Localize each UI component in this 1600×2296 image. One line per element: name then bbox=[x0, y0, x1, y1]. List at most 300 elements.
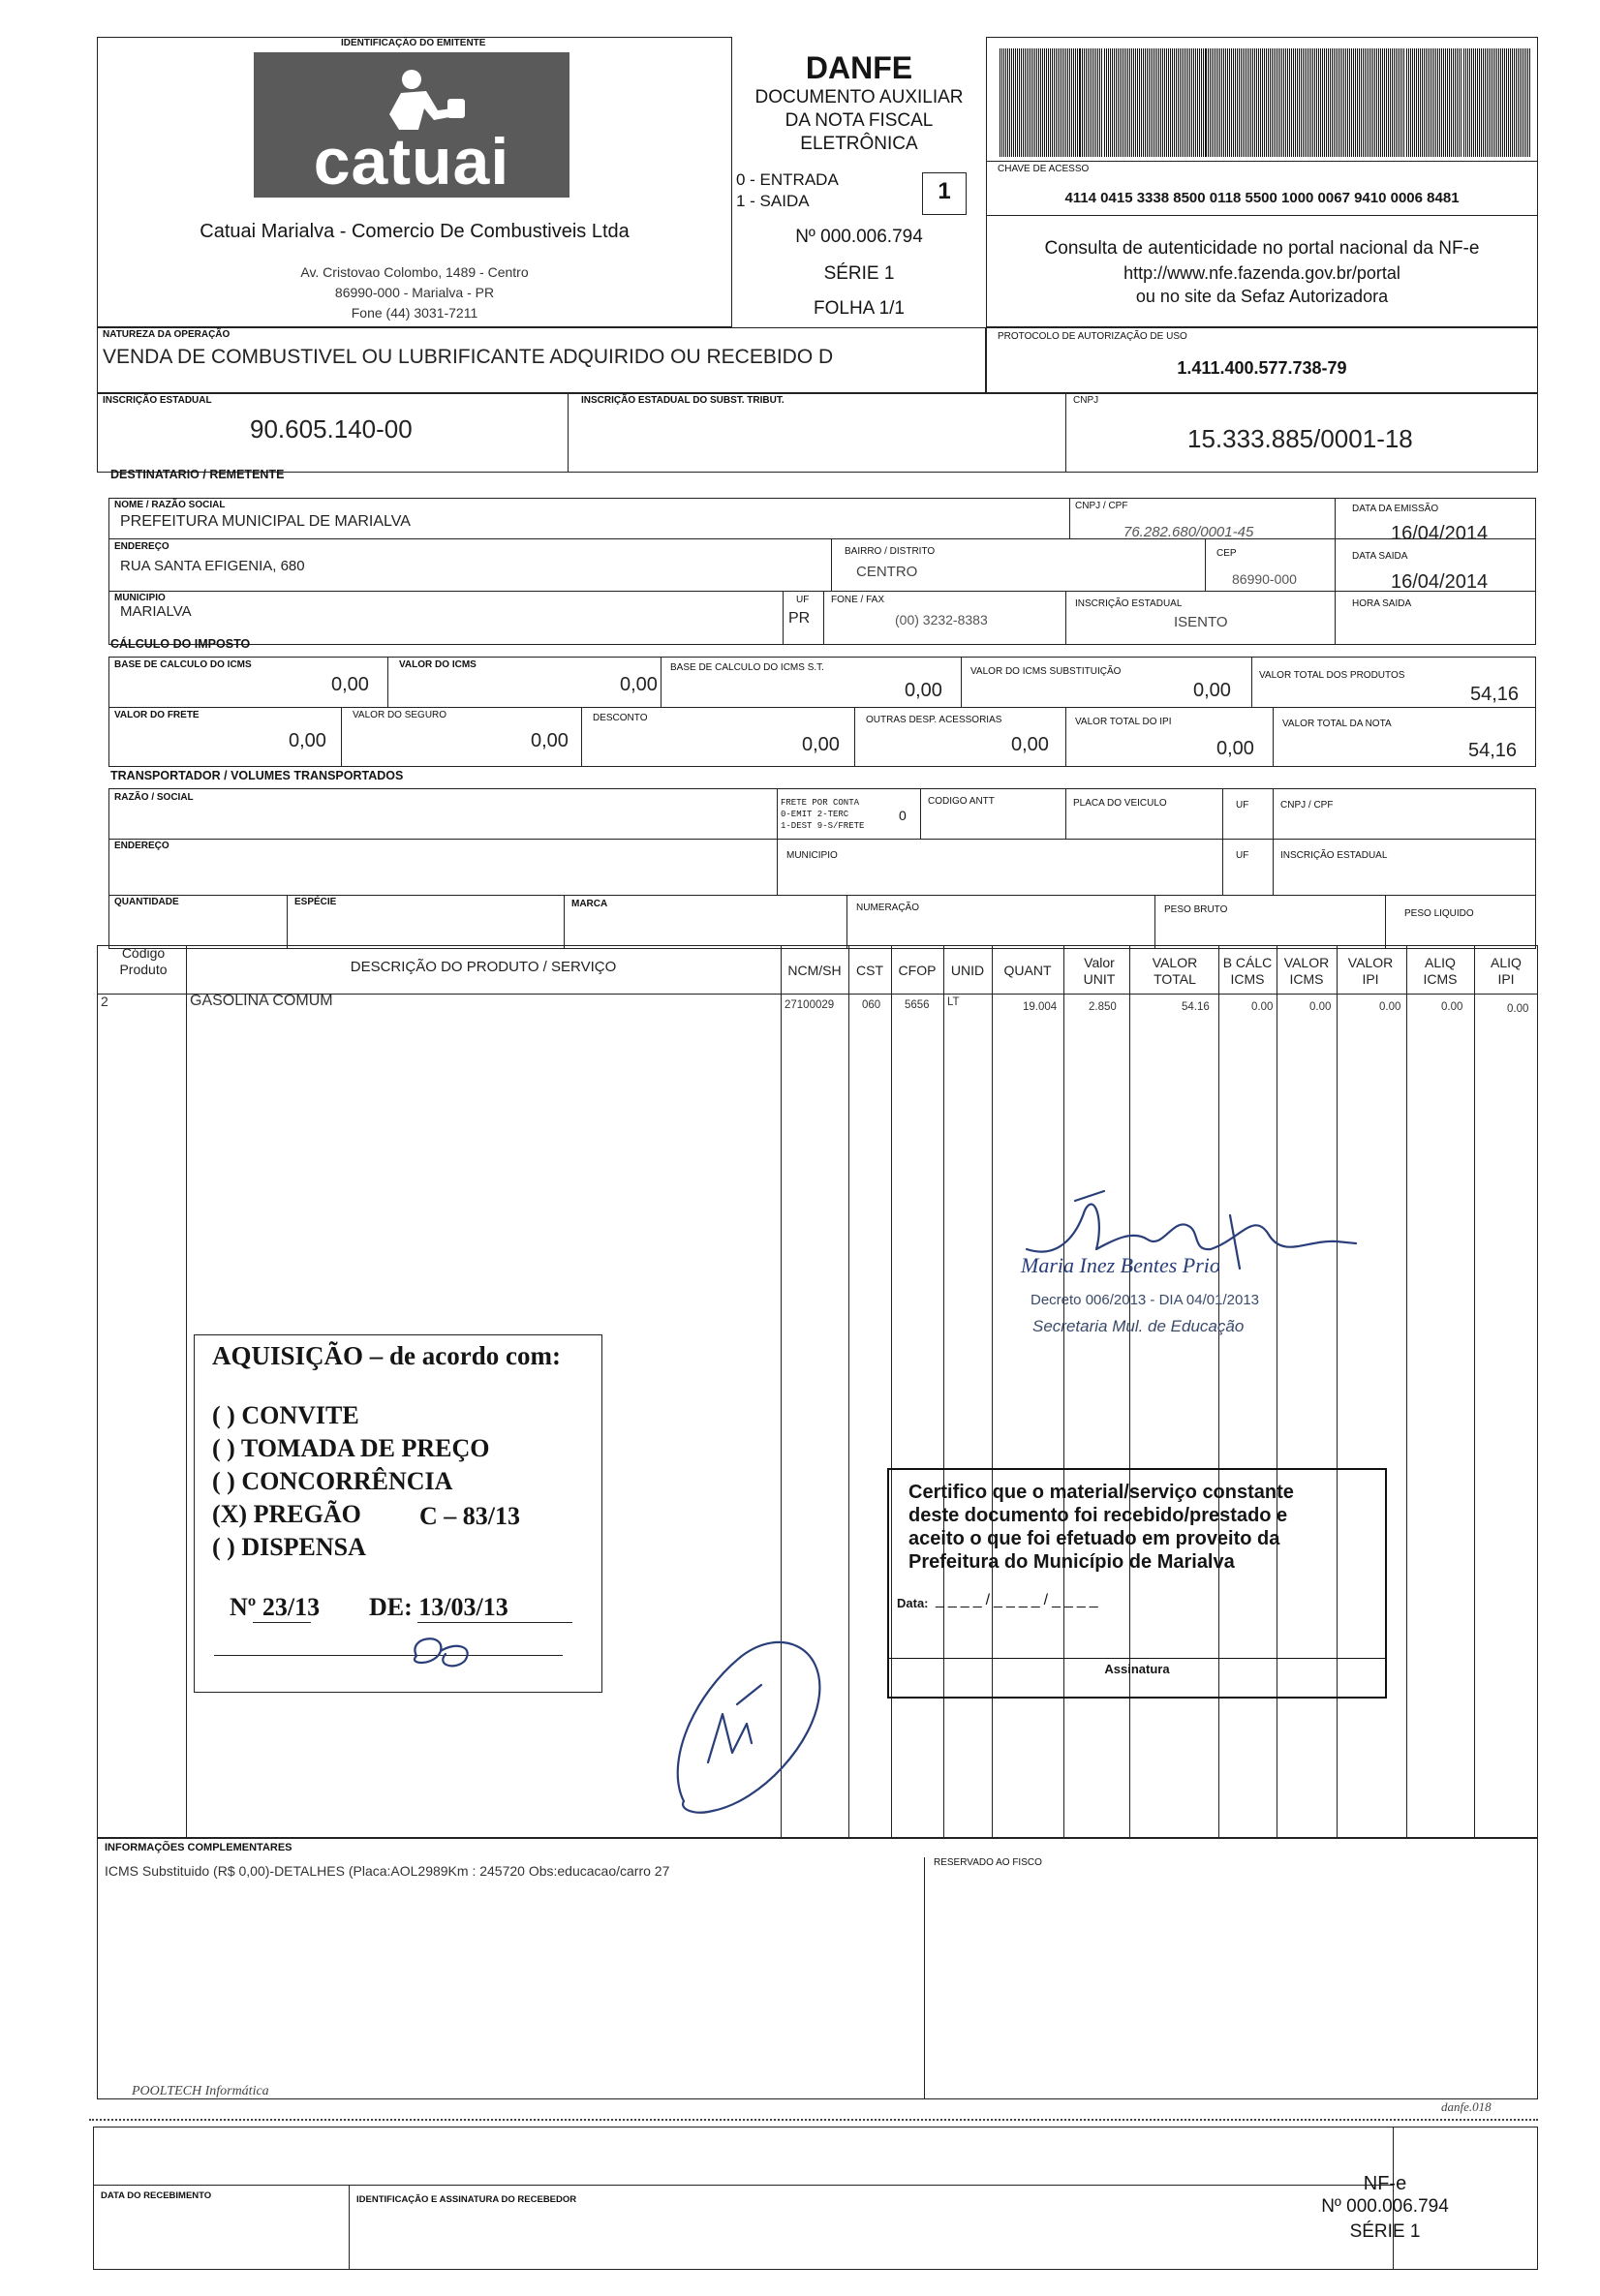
transp-cnpj-label: CNPJ / CPF bbox=[1280, 800, 1334, 811]
danfe-subtitle-3: ELETRÔNICA bbox=[800, 134, 918, 154]
barcode-bar bbox=[1305, 48, 1306, 157]
dest-hora-saida-label: HORA SAIDA bbox=[1352, 598, 1412, 609]
barcode-bar bbox=[1324, 48, 1325, 157]
col-header-cfop: CFOP bbox=[898, 963, 937, 978]
barcode-bar bbox=[1069, 48, 1070, 157]
barcode-bar bbox=[1189, 48, 1190, 157]
barcode-bar bbox=[1287, 48, 1288, 157]
barcode-bar bbox=[1042, 48, 1043, 157]
barcode-bar bbox=[1274, 48, 1275, 157]
barcode-bar bbox=[1312, 48, 1313, 157]
transp-endereco-label: ENDEREÇO bbox=[114, 841, 169, 851]
barcode-bar bbox=[1268, 48, 1269, 157]
barcode-bar bbox=[1258, 48, 1259, 157]
dest-endereco: RUA SANTA EFIGENIA, 680 bbox=[120, 558, 305, 574]
barcode-bar bbox=[1426, 48, 1427, 157]
barcode-bar bbox=[1291, 48, 1292, 157]
total-produtos-label: VALOR TOTAL DOS PRODUTOS bbox=[1259, 670, 1405, 681]
barcode-bar bbox=[1170, 48, 1171, 157]
barcode-bar bbox=[1469, 48, 1470, 157]
barcode-bar bbox=[1088, 48, 1089, 157]
barcode-bar bbox=[1060, 48, 1061, 157]
barcode-bar bbox=[1221, 48, 1222, 157]
barcode-bar bbox=[1347, 48, 1348, 157]
transp-municipio-label: MUNICIPIO bbox=[786, 850, 838, 861]
emitente-cnpj-label: CNPJ bbox=[1073, 395, 1099, 406]
barcode-bar bbox=[1021, 48, 1022, 157]
barcode-bar bbox=[1520, 48, 1521, 157]
barcode-bar bbox=[1435, 48, 1436, 157]
barcode-bar bbox=[1176, 48, 1177, 157]
dest-cnpj-label: CNPJ / CPF bbox=[1075, 501, 1128, 511]
barcode-bar bbox=[1349, 48, 1350, 157]
barcode-bar bbox=[1050, 48, 1051, 157]
row-valor-total: 54.16 bbox=[1182, 1001, 1210, 1013]
company-logo bbox=[254, 52, 569, 198]
transp-frete-line-2: 0-EMIT 2-TERC bbox=[781, 810, 849, 819]
danfe-tipo: 1 bbox=[938, 178, 951, 204]
protocolo-value: 1.411.400.577.738-79 bbox=[1177, 358, 1347, 378]
barcode-bar bbox=[1029, 48, 1030, 157]
barcode-bar bbox=[1380, 48, 1381, 157]
dest-data-emissao-label: DATA DA EMISSÃO bbox=[1352, 504, 1439, 514]
barcode-bar bbox=[1471, 48, 1472, 157]
barcode-bar bbox=[1465, 48, 1466, 157]
fisco-label: RESERVADO AO FISCO bbox=[934, 1857, 1042, 1868]
barcode-bar bbox=[1372, 48, 1373, 157]
chave-value: 4114 0415 3338 8500 0118 5500 1000 0067 9410 0006 8481 bbox=[1064, 190, 1460, 206]
dest-uf-label: UF bbox=[796, 595, 810, 605]
transp-antt-label: CODIGO ANTT bbox=[928, 796, 995, 807]
barcode-bar bbox=[1162, 48, 1163, 157]
barcode-bar bbox=[1357, 48, 1358, 157]
barcode-bar bbox=[1374, 48, 1375, 157]
barcode-bar bbox=[1392, 48, 1393, 157]
barcode-bar bbox=[1019, 48, 1020, 157]
barcode-bar bbox=[1314, 48, 1315, 157]
initials-signature bbox=[387, 1627, 504, 1675]
barcode-bar bbox=[1492, 48, 1493, 157]
barcode-bar bbox=[1332, 48, 1333, 157]
barcode-bar bbox=[1108, 48, 1109, 157]
barcode-bar bbox=[1166, 48, 1167, 157]
row-valor-ipi: 0.00 bbox=[1379, 1001, 1401, 1013]
barcode-bar bbox=[1147, 48, 1148, 157]
barcode-bar bbox=[1131, 48, 1132, 157]
dest-municipio: MARIALVA bbox=[120, 603, 192, 620]
barcode-bar bbox=[1017, 48, 1018, 157]
barcode-bar bbox=[1125, 48, 1126, 157]
certifico-line-2: deste documento foi recebido/prestado e bbox=[908, 1505, 1288, 1526]
barcode-bar bbox=[1473, 48, 1474, 157]
barcode-bar bbox=[1390, 48, 1391, 157]
barcode-bar bbox=[1467, 48, 1468, 157]
barcode-bar bbox=[1248, 48, 1249, 157]
emitente-cnpj-value: 15.333.885/0001-18 bbox=[1187, 424, 1413, 453]
barcode-bar bbox=[1457, 48, 1458, 157]
emitente-city: 86990-000 - Marialva - PR bbox=[334, 285, 495, 300]
barcode-bar bbox=[1027, 48, 1028, 157]
transp-quantidade-label: QUANTIDADE bbox=[114, 897, 179, 907]
natureza-label: NATUREZA DA OPERAÇÃO bbox=[103, 329, 231, 340]
barcode-bar bbox=[1283, 48, 1284, 157]
barcode-bar bbox=[1410, 48, 1411, 157]
barcode-bar bbox=[1153, 48, 1154, 157]
dest-cep: 86990-000 bbox=[1232, 571, 1297, 587]
row-quant: 19.004 bbox=[1023, 1001, 1058, 1013]
barcode-bar bbox=[1422, 48, 1423, 157]
barcode-bar bbox=[1449, 48, 1450, 157]
barcode-bar bbox=[1414, 48, 1415, 157]
transp-peso-liquido-label: PESO LIQUIDO bbox=[1404, 908, 1474, 919]
barcode-bar bbox=[1506, 48, 1507, 157]
col-header-unid: UNID bbox=[950, 963, 985, 978]
barcode-bar bbox=[1481, 48, 1482, 157]
barcode-bar bbox=[1445, 48, 1446, 157]
ipi: 0,00 bbox=[1216, 738, 1254, 759]
barcode-bar bbox=[1256, 48, 1257, 157]
transp-frete-line-1: FRETE POR CONTA bbox=[781, 798, 860, 808]
barcode-bar bbox=[1310, 48, 1311, 157]
barcode-bar bbox=[1040, 48, 1041, 157]
dest-nome-label: NOME / RAZÃO SOCIAL bbox=[114, 500, 226, 510]
transp-frete-line-3: 1-DEST 9-S/FRETE bbox=[781, 821, 865, 831]
barcode-bar bbox=[1054, 48, 1055, 157]
barcode-bar bbox=[1215, 48, 1216, 157]
barcode-bar bbox=[1398, 48, 1399, 157]
row-codigo: 2 bbox=[101, 994, 108, 1009]
row-unid: LT bbox=[947, 996, 960, 1008]
barcode-bar bbox=[1353, 48, 1354, 157]
barcode-bar bbox=[1250, 48, 1251, 157]
transp-especie-label: ESPÉCIE bbox=[294, 897, 337, 907]
barcode-bar bbox=[1522, 48, 1523, 157]
barcode-bar bbox=[1378, 48, 1379, 157]
barcode-bar bbox=[1341, 48, 1342, 157]
barcode-bar bbox=[1191, 48, 1192, 157]
danfe-serie: SÉRIE 1 bbox=[823, 263, 895, 284]
barcode-bar bbox=[1129, 48, 1130, 157]
barcode-bar bbox=[1185, 48, 1186, 157]
barcode-bar bbox=[1172, 48, 1173, 157]
barcode-bar bbox=[1090, 48, 1091, 157]
frete-label: VALOR DO FRETE bbox=[114, 710, 200, 720]
aquisicao-option-convite: ( ) CONVITE bbox=[212, 1401, 359, 1429]
barcode-bar bbox=[1428, 48, 1429, 157]
barcode-bar bbox=[1394, 48, 1395, 157]
barcode-bar bbox=[1245, 48, 1246, 157]
barcode-bar bbox=[1316, 48, 1317, 157]
info-label: INFORMAÇÕES COMPLEMENTARES bbox=[105, 1842, 292, 1853]
barcode-bar bbox=[1475, 48, 1476, 157]
barcode-bar bbox=[1264, 48, 1265, 157]
barcode-bar bbox=[1326, 48, 1327, 157]
chave-label: CHAVE DE ACESSO bbox=[998, 164, 1090, 174]
barcode-bar bbox=[1386, 48, 1387, 157]
barcode-bar bbox=[1494, 48, 1495, 157]
col-header-valor-unit: Valor UNIT bbox=[1083, 955, 1116, 987]
barcode-bar bbox=[1122, 48, 1123, 157]
barcode-bar bbox=[1184, 48, 1185, 157]
barcode-bar bbox=[1075, 48, 1076, 157]
row-cfop: 5656 bbox=[905, 999, 930, 1011]
certifico-data-label: Data: bbox=[897, 1596, 929, 1610]
software-credit: POOLTECH Informática bbox=[132, 2084, 269, 2098]
barcode-bar bbox=[1297, 48, 1298, 157]
rubric-signature bbox=[655, 1617, 839, 1830]
emitente-name: Catuai Marialva - Comercio De Combustiveis Ltda bbox=[200, 221, 630, 242]
barcode-bar bbox=[1235, 48, 1236, 157]
barcode-bar bbox=[1025, 48, 1026, 157]
ie-value: 90.605.140-00 bbox=[250, 414, 413, 444]
barcode-bar bbox=[1455, 48, 1456, 157]
barcode-bar bbox=[1365, 48, 1366, 157]
barcode-bar bbox=[1141, 48, 1142, 157]
barcode-bar bbox=[1052, 48, 1053, 157]
barcode-bar bbox=[1135, 48, 1136, 157]
col-header-aliq-ipi: ALIQ IPI bbox=[1491, 955, 1522, 987]
barcode-bar bbox=[1512, 48, 1513, 157]
barcode-bar bbox=[1272, 48, 1273, 157]
barcode-bar bbox=[1082, 48, 1083, 157]
barcode-bar bbox=[1496, 48, 1497, 157]
barcode-bar bbox=[1023, 48, 1024, 157]
barcode-bar bbox=[1361, 48, 1362, 157]
barcode-bar bbox=[1485, 48, 1486, 157]
valor-icms-st-label: VALOR DO ICMS SUBSTITUIÇÃO bbox=[970, 666, 1122, 677]
barcode-bar bbox=[1295, 48, 1296, 157]
certifico-data-value: ____/____/____ bbox=[936, 1592, 1102, 1608]
desconto: 0,00 bbox=[802, 734, 840, 755]
barcode-bar bbox=[1133, 48, 1134, 157]
col-header-descricao: DESCRIÇÃO DO PRODUTO / SERVIÇO bbox=[350, 959, 617, 975]
data-recebimento-label: DATA DO RECEBIMENTO bbox=[101, 2190, 212, 2201]
barcode-bar bbox=[1243, 48, 1244, 157]
barcode-bar bbox=[1363, 48, 1364, 157]
barcode-bar bbox=[1453, 48, 1454, 157]
barcode-bar bbox=[1197, 48, 1198, 157]
total-nota: 54,16 bbox=[1468, 740, 1518, 761]
transp-frete-value: 0 bbox=[899, 808, 907, 823]
valor-icms-st: 0,00 bbox=[1193, 680, 1231, 701]
barcode-bar bbox=[1178, 48, 1179, 157]
barcode-bar bbox=[1201, 48, 1202, 157]
barcode-bar bbox=[1502, 48, 1503, 157]
row-b-calc-icms: 0.00 bbox=[1251, 1001, 1274, 1013]
logo-text: catuai bbox=[313, 125, 510, 199]
barcode-bar bbox=[1164, 48, 1165, 157]
barcode-bar bbox=[1127, 48, 1128, 157]
barcode-bar bbox=[1412, 48, 1413, 157]
barcode-bar bbox=[1180, 48, 1181, 157]
certifico-line-3: aceito o que foi efetuado em proveito da bbox=[908, 1528, 1280, 1549]
barcode-bar bbox=[1285, 48, 1286, 157]
col-header-aliq-icms: ALIQ ICMS bbox=[1423, 955, 1458, 987]
barcode-bar bbox=[1036, 48, 1037, 157]
barcode-bar bbox=[1299, 48, 1300, 157]
base-icms: 0,00 bbox=[331, 674, 369, 695]
barcode-bar bbox=[1009, 48, 1010, 157]
row-valor-icms: 0.00 bbox=[1309, 1001, 1332, 1013]
barcode-bar bbox=[1328, 48, 1329, 157]
seguro: 0,00 bbox=[531, 730, 569, 751]
barcode-bar bbox=[1110, 48, 1111, 157]
aquisicao-data: DE: 13/03/13 bbox=[369, 1593, 508, 1621]
dest-data-saida: 16/04/2014 bbox=[1391, 571, 1489, 593]
row-cst: 060 bbox=[862, 999, 881, 1011]
transportador-section: TRANSPORTADOR / VOLUMES TRANSPORTADOS bbox=[110, 769, 404, 782]
barcode-bar bbox=[1065, 48, 1066, 157]
barcode-bar bbox=[1463, 48, 1464, 157]
barcode-bar bbox=[1210, 48, 1211, 157]
barcode-bar bbox=[1149, 48, 1150, 157]
barcode-bar bbox=[1137, 48, 1138, 157]
barcode-bar bbox=[1260, 48, 1261, 157]
col-header-cst: CST bbox=[856, 963, 883, 978]
danfe-saida: 1 - SAIDA bbox=[736, 192, 810, 210]
barcode-bar bbox=[1487, 48, 1488, 157]
total-produtos: 54,16 bbox=[1470, 684, 1520, 705]
barcode-bar bbox=[1205, 48, 1207, 157]
dest-data-emissao: 16/04/2014 bbox=[1391, 523, 1489, 544]
emitente-phone: Fone (44) 3031-7211 bbox=[351, 305, 478, 321]
barcode-bar bbox=[1343, 48, 1344, 157]
barcode-bar bbox=[1056, 48, 1057, 157]
barcode-bar bbox=[1270, 48, 1271, 157]
barcode-bar bbox=[1003, 48, 1004, 157]
barcode-bar bbox=[1430, 48, 1431, 157]
barcode-bar bbox=[1112, 48, 1113, 157]
consulta-line-3: ou no site da Sefaz Autorizadora bbox=[1135, 287, 1389, 306]
barcode-bar bbox=[1345, 48, 1346, 157]
barcode-bar bbox=[1514, 48, 1515, 157]
transp-peso-bruto-label: PESO BRUTO bbox=[1164, 904, 1228, 915]
row-aliq-icms: 0.00 bbox=[1441, 1001, 1463, 1013]
barcode-bar bbox=[1187, 48, 1188, 157]
barcode-bar bbox=[1044, 48, 1045, 157]
barcode-bar bbox=[1058, 48, 1059, 157]
cut-line bbox=[89, 2119, 1538, 2121]
barcode-bar bbox=[1451, 48, 1452, 157]
certifico-line-1: Certifico que o material/serviço constante bbox=[908, 1482, 1294, 1503]
barcode-bar bbox=[1063, 48, 1064, 157]
barcode-bar bbox=[1145, 48, 1146, 157]
aquisicao-option-dispensa: ( ) DISPENSA bbox=[212, 1533, 366, 1561]
barcode-bar bbox=[1154, 48, 1155, 157]
dest-bairro: CENTRO bbox=[856, 564, 918, 580]
dest-fone: (00) 3232-8383 bbox=[895, 612, 988, 628]
base-icms-label: BASE DE CALCULO DO ICMS bbox=[114, 659, 252, 670]
row-descricao: GASOLINA COMUM bbox=[190, 993, 333, 1009]
dest-bairro-label: BAIRRO / DISTRITO bbox=[845, 546, 936, 557]
barcode bbox=[1000, 48, 1532, 157]
barcode-bar bbox=[1262, 48, 1263, 157]
barcode-bar bbox=[1106, 48, 1107, 157]
ie-st-label: INSCRIÇÃO ESTADUAL DO SUBST. TRIBUT. bbox=[581, 395, 785, 406]
barcode-bar bbox=[1158, 48, 1159, 157]
dest-ie-label: INSCRIÇÃO ESTADUAL bbox=[1075, 598, 1183, 609]
barcode-bar bbox=[1441, 48, 1442, 157]
barcode-bar bbox=[1199, 48, 1200, 157]
outras-label: OUTRAS DESP. ACESSORIAS bbox=[866, 715, 1002, 725]
barcode-bar bbox=[1182, 48, 1183, 157]
barcode-bar bbox=[1174, 48, 1175, 157]
ipi-label: VALOR TOTAL DO IPI bbox=[1075, 717, 1172, 727]
barcode-bar bbox=[1500, 48, 1501, 157]
danfe-title: DANFE bbox=[805, 50, 913, 85]
barcode-bar bbox=[1099, 48, 1100, 157]
signature-name: Maria Inez Bentes Prio bbox=[1021, 1253, 1220, 1277]
barcode-bar bbox=[1217, 48, 1218, 157]
imposto-section: CÁLCULO DO IMPOSTO bbox=[110, 637, 251, 651]
barcode-bar bbox=[1518, 48, 1519, 157]
barcode-bar bbox=[1034, 48, 1035, 157]
barcode-bar bbox=[1071, 48, 1072, 157]
barcode-bar bbox=[1116, 48, 1117, 157]
barcode-bar bbox=[1195, 48, 1196, 157]
col-header-codigo: Código Produto bbox=[119, 945, 168, 977]
barcode-bar bbox=[1420, 48, 1421, 157]
barcode-bar bbox=[1281, 48, 1282, 157]
danfe-folha: FOLHA 1/1 bbox=[814, 298, 905, 319]
barcode-bar bbox=[1046, 48, 1047, 157]
barcode-bar bbox=[1479, 48, 1480, 157]
outras: 0,00 bbox=[1011, 734, 1049, 755]
barcode-bar bbox=[1097, 48, 1098, 157]
barcode-bar bbox=[1239, 48, 1240, 157]
footer-serie: SÉRIE 1 bbox=[1349, 2221, 1421, 2242]
barcode-bar bbox=[1120, 48, 1121, 157]
aquisicao-option-pregao: (X) PREGÃO bbox=[212, 1500, 361, 1528]
frete: 0,00 bbox=[289, 730, 326, 751]
barcode-bar bbox=[1118, 48, 1119, 157]
barcode-bar bbox=[1123, 48, 1124, 157]
barcode-bar bbox=[1013, 48, 1014, 157]
barcode-bar bbox=[1355, 48, 1356, 157]
barcode-bar bbox=[1334, 48, 1335, 157]
dest-data-saida-label: DATA SAIDA bbox=[1352, 551, 1408, 562]
dest-fone-label: FONE / FAX bbox=[831, 595, 885, 605]
barcode-bar bbox=[1439, 48, 1440, 157]
barcode-bar bbox=[1508, 48, 1509, 157]
aquisicao-numero: Nº 23/13 bbox=[230, 1593, 321, 1621]
transp-uf-label: UF bbox=[1236, 800, 1249, 811]
certifico-stamp bbox=[887, 1468, 1387, 1699]
dest-endereco-label: ENDEREÇO bbox=[114, 541, 169, 552]
barcode-bar bbox=[1525, 48, 1526, 157]
transp-uf2-label: UF bbox=[1236, 850, 1249, 861]
barcode-bar bbox=[1231, 48, 1232, 157]
barcode-bar bbox=[1318, 48, 1319, 157]
aquisicao-option-tomada: ( ) TOMADA DE PREÇO bbox=[212, 1434, 490, 1462]
barcode-bar bbox=[1406, 48, 1407, 157]
barcode-bar bbox=[1461, 48, 1462, 157]
protocolo-label: PROTOCOLO DE AUTORIZAÇÃO DE USO bbox=[998, 331, 1187, 342]
barcode-bar bbox=[1289, 48, 1290, 157]
base-icms-st-label: BASE DE CALCULO DO ICMS S.T. bbox=[670, 662, 824, 673]
danfe-ref: danfe.018 bbox=[1441, 2099, 1492, 2114]
barcode-bar bbox=[1418, 48, 1419, 157]
barcode-bar bbox=[1396, 48, 1397, 157]
barcode-bar bbox=[1011, 48, 1012, 157]
barcode-bar bbox=[1447, 48, 1448, 157]
barcode-bar bbox=[1498, 48, 1499, 157]
barcode-bar bbox=[1038, 48, 1039, 157]
barcode-bar bbox=[1307, 48, 1308, 157]
barcode-bar bbox=[1320, 48, 1321, 157]
barcode-bar bbox=[1227, 48, 1228, 157]
row-valor-unit: 2.850 bbox=[1089, 1001, 1117, 1013]
